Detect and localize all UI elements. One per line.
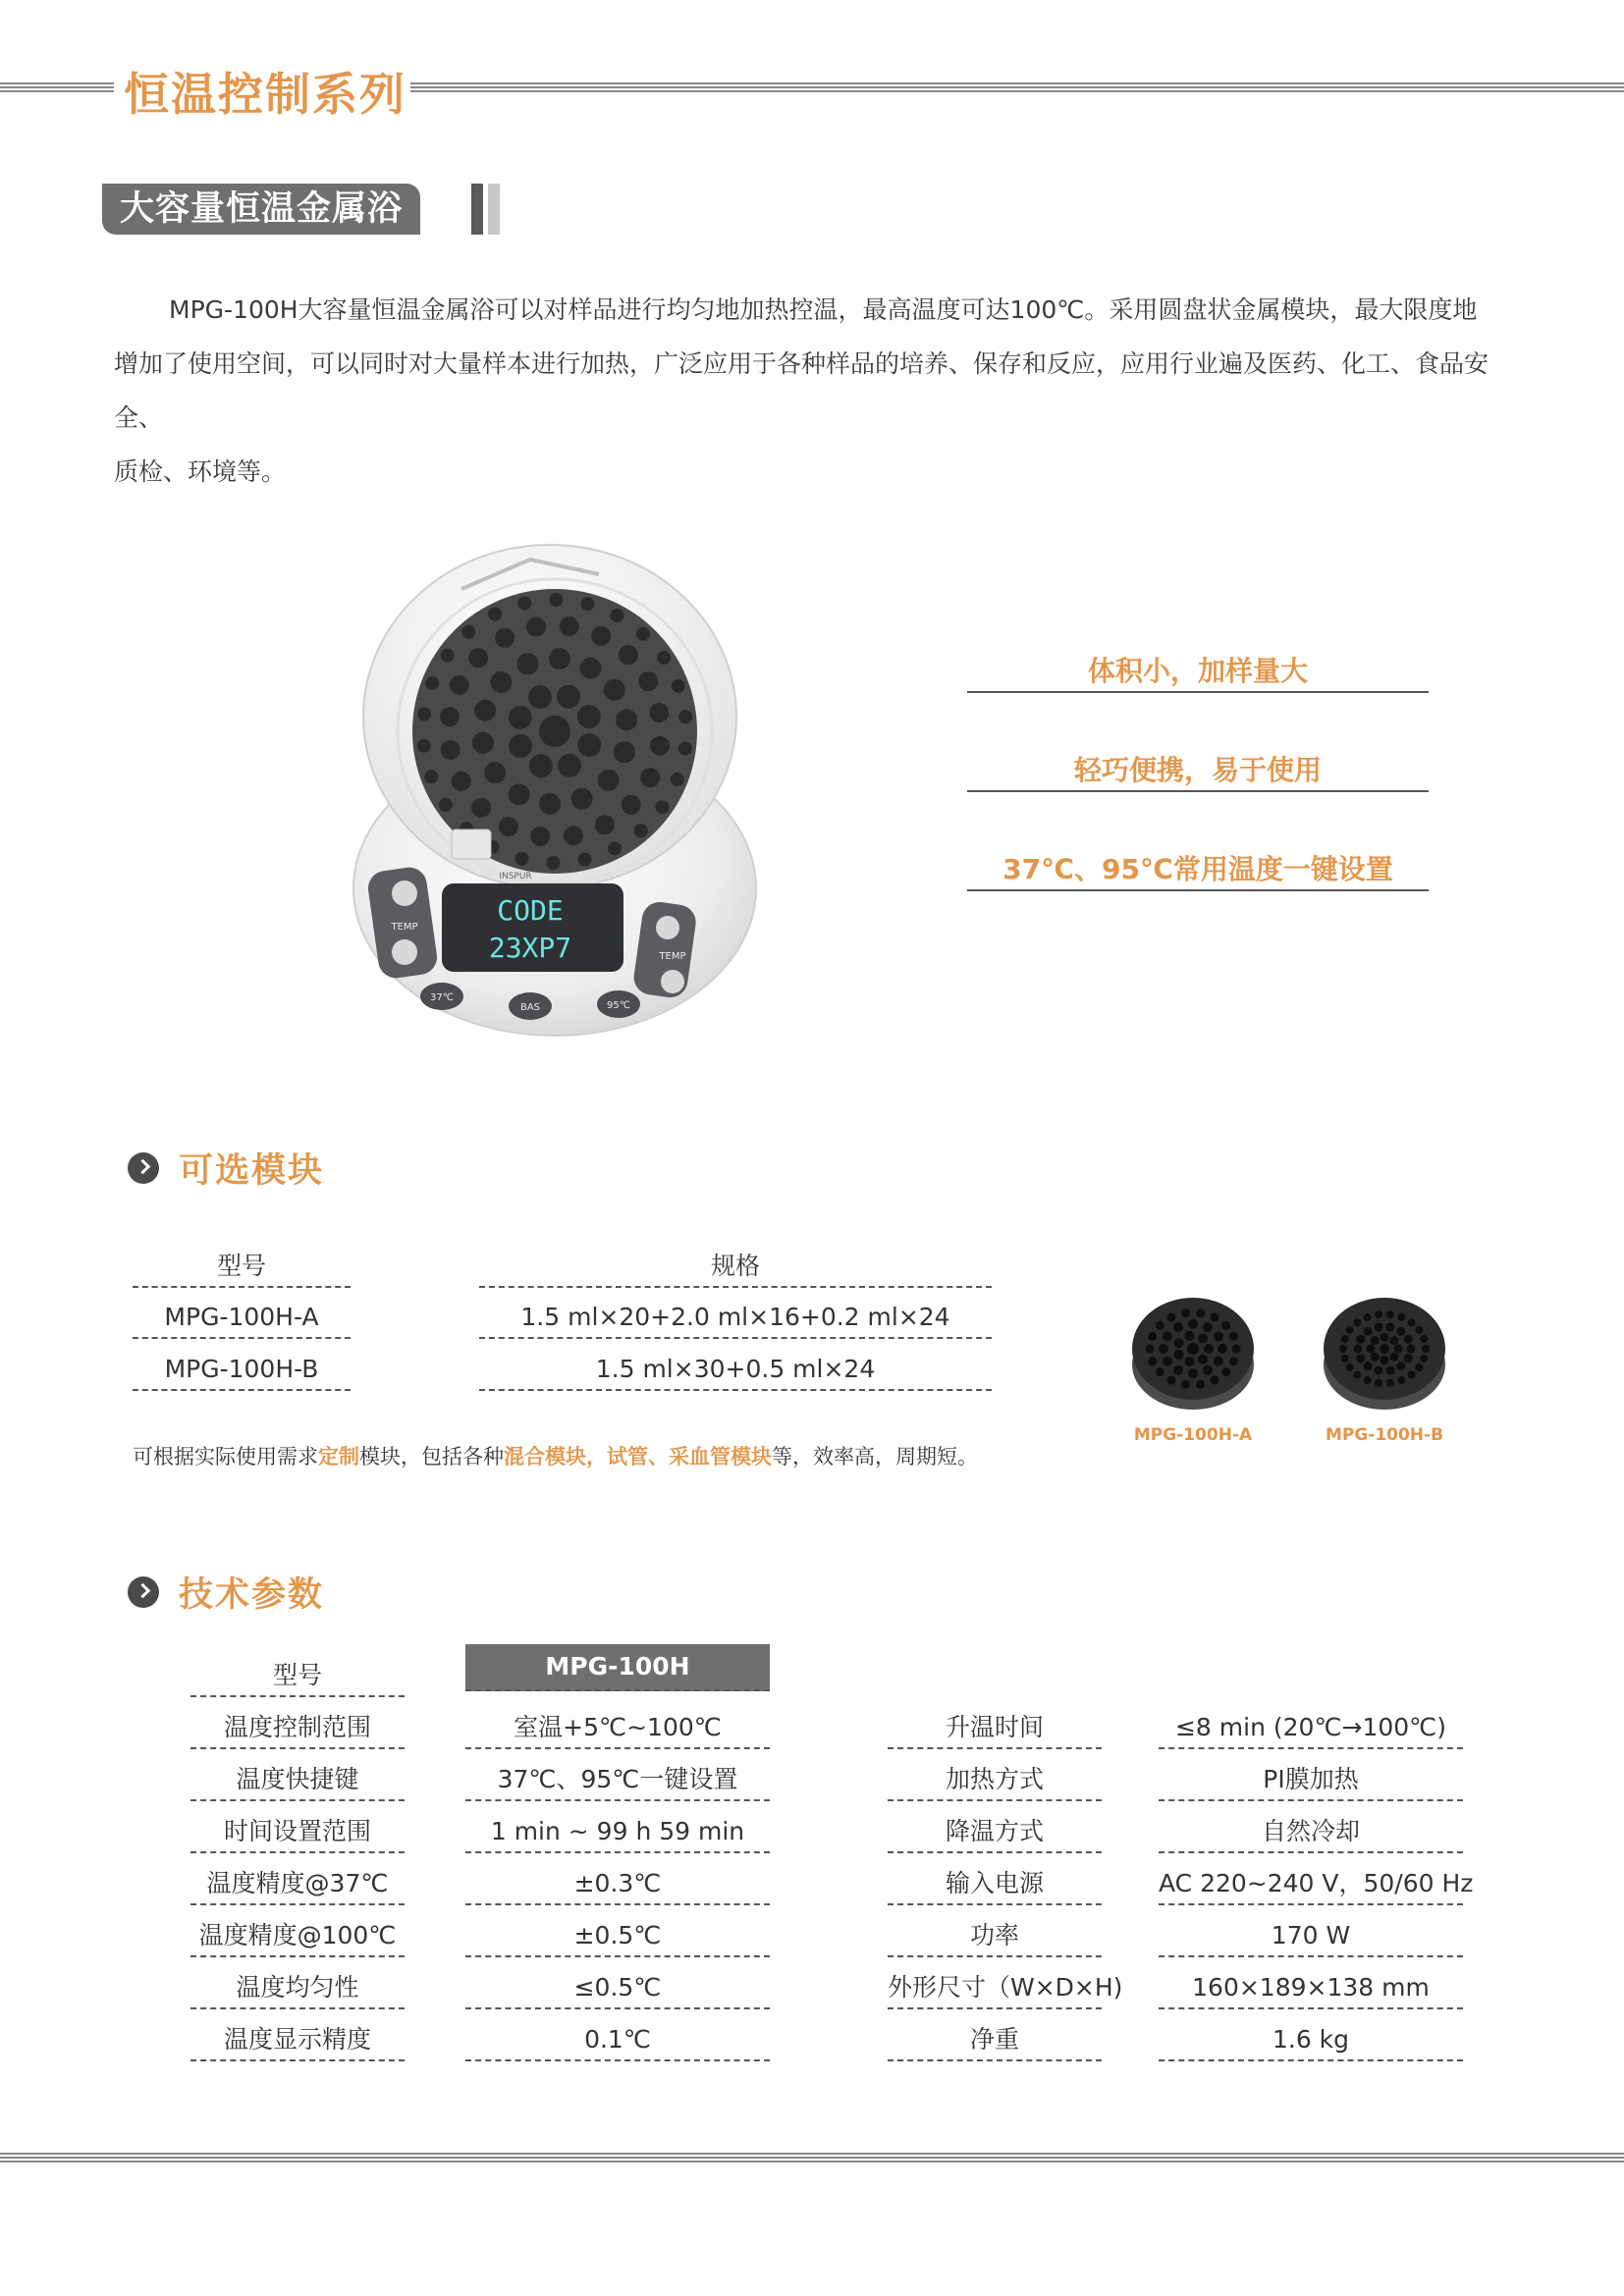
module-hole <box>1397 1313 1405 1321</box>
modules-note-b: 模块，包括各种 <box>359 1445 504 1468</box>
module-b-caption: MPG-100H-B <box>1325 1425 1444 1445</box>
module-hole <box>1396 1362 1405 1370</box>
module-hole <box>1173 1365 1183 1375</box>
tech-right-value-1: ≤8 min (20℃→100℃) <box>1159 1708 1463 1749</box>
block-hole <box>529 754 553 777</box>
block-hole <box>640 768 660 787</box>
module-hole <box>1371 1336 1380 1345</box>
block-hole <box>577 705 601 728</box>
module-hole <box>1173 1322 1183 1332</box>
block-hole <box>474 700 496 721</box>
module-hole <box>1167 1312 1176 1321</box>
block-hole <box>560 616 579 636</box>
modules-row-2-model: MPG-100H-B <box>133 1350 351 1391</box>
module-hole <box>1389 1353 1398 1362</box>
tech-left-label-7: 温度显示精度 <box>190 2020 405 2061</box>
block-hole <box>441 649 455 663</box>
intro-text <box>114 283 1528 499</box>
module-hole <box>1218 1344 1227 1354</box>
module-hole <box>1196 1308 1205 1317</box>
tech-left-value-6: ≤0.5℃ <box>465 1968 770 2009</box>
block-hole <box>608 841 622 855</box>
product-name-badge: 大容量恒温金属浴 <box>102 184 420 235</box>
panel-display-line1: CODE <box>497 894 564 927</box>
module-hole <box>1198 1355 1208 1364</box>
block-hole <box>579 658 601 679</box>
module-hole <box>1232 1345 1241 1354</box>
block-hole <box>417 739 431 753</box>
module-hole <box>1354 1345 1363 1354</box>
module-hole <box>1364 1376 1372 1384</box>
tech-right-value-7: 1.6 kg <box>1159 2020 1463 2061</box>
tech-model-value: MPG-100H <box>465 1644 770 1691</box>
header-rule-left <box>0 82 114 92</box>
tech-left-value-2: 37℃、95℃一键设置 <box>465 1760 770 1801</box>
module-hole <box>1396 1327 1405 1336</box>
block-hole <box>499 817 518 836</box>
module-hole <box>1420 1335 1428 1343</box>
feature-1: 体积小，加样量大 <box>967 650 1429 693</box>
block-hole <box>490 671 512 693</box>
modules-note-c: 等，效率高，周期短。 <box>772 1445 978 1468</box>
module-hole <box>1353 1318 1361 1326</box>
module-hole <box>1167 1376 1176 1385</box>
block-hole <box>678 742 692 756</box>
tech-right-value-3: 自然冷却 <box>1159 1812 1463 1853</box>
block-hole <box>424 770 438 783</box>
module-hole <box>1229 1357 1238 1365</box>
module-hole <box>1380 1356 1389 1364</box>
module-hole <box>1341 1335 1349 1343</box>
tech-left-label-5: 温度精度@100℃ <box>190 1916 405 1957</box>
module-hole <box>1420 1355 1428 1362</box>
module-hole <box>1394 1345 1403 1354</box>
panel-btn-95: 95℃ <box>607 1000 630 1011</box>
block-hole <box>517 597 531 611</box>
panel-brand: INSPUR <box>499 872 532 881</box>
block-hole <box>526 617 546 637</box>
module-hole <box>1198 1333 1208 1343</box>
module-hole <box>1346 1363 1354 1371</box>
block-hole <box>650 736 670 756</box>
module-hole <box>1187 1343 1199 1355</box>
module-hole <box>1163 1357 1172 1366</box>
module-hole <box>1184 1331 1194 1341</box>
module-hole <box>1188 1368 1198 1378</box>
tech-right-label-1: 升温时间 <box>888 1708 1102 1749</box>
block-hole <box>484 762 506 783</box>
block-hole <box>452 772 471 791</box>
module-hole <box>1221 1367 1230 1376</box>
module-hole <box>1229 1332 1238 1341</box>
modules-col-spec: 规格 <box>479 1247 992 1288</box>
block-hole <box>509 706 532 729</box>
module-hole <box>1386 1379 1394 1387</box>
tech-left-value-5: ±0.5℃ <box>465 1916 770 1957</box>
tech-right-label-7: 净重 <box>888 2020 1102 2061</box>
feature-2: 轻巧便携，易于使用 <box>967 749 1429 792</box>
modules-row-1-model: MPG-100H-A <box>133 1298 351 1339</box>
metal-bath-device-image <box>334 535 766 1045</box>
block-hole <box>614 741 635 763</box>
intro-line-1: MPG-100H大容量恒温金属浴可以对样品进行均匀地加热控温，最高温度可达100℃。采用圆盘状金属模块，最大限度地 <box>169 295 1478 324</box>
block-hole <box>509 734 532 758</box>
block-hole <box>450 675 469 695</box>
panel-btn-temp-left: TEMP <box>391 922 418 933</box>
block-hole <box>547 856 561 870</box>
module-hole <box>1146 1345 1155 1354</box>
series-title: 恒温控制系列 <box>124 68 406 121</box>
block-hole <box>441 740 460 760</box>
block-hole <box>622 795 641 815</box>
module-hole <box>1188 1319 1198 1329</box>
chevron-right-icon <box>128 1576 159 1608</box>
module-hole <box>1364 1313 1372 1321</box>
block-hole <box>557 685 580 709</box>
module-hole <box>1397 1376 1405 1384</box>
block-hole <box>672 679 685 693</box>
modules-row-2-spec: 1.5 ml×30+0.5 ml×24 <box>479 1350 992 1391</box>
block-hole <box>619 645 638 665</box>
block-hole <box>598 770 620 791</box>
block-hole <box>468 648 488 667</box>
modules-note-highlight-2: 混合模块，试管、采血管模块 <box>504 1445 772 1468</box>
block-hole <box>471 798 491 818</box>
block-hole <box>509 783 530 805</box>
module-hole <box>1386 1366 1395 1375</box>
module-hole <box>1408 1318 1416 1326</box>
badge-accent-dark <box>471 184 483 235</box>
block-hole <box>671 773 684 786</box>
block-hole <box>638 671 658 691</box>
block-hole <box>558 754 581 777</box>
block-hole <box>549 648 570 669</box>
block-hole <box>616 709 637 730</box>
block-hole <box>649 703 669 722</box>
module-hole <box>1422 1345 1430 1353</box>
block-hole <box>425 676 439 690</box>
block-hole <box>439 798 453 812</box>
optional-modules-title: 可选模块 <box>179 1151 325 1191</box>
module-hole <box>1156 1367 1164 1376</box>
module-hole <box>1203 1365 1213 1375</box>
module-hole <box>1196 1380 1205 1389</box>
tech-left-value-1: 室温+5℃~100℃ <box>465 1708 770 1749</box>
module-hole <box>1415 1326 1423 1334</box>
tech-right-value-4: AC 220~240 V，50/60 Hz <box>1159 1864 1463 1905</box>
module-hole <box>1346 1326 1354 1334</box>
module-hole <box>1374 1322 1382 1331</box>
block-hole <box>655 800 669 814</box>
module-b-image <box>1321 1288 1448 1415</box>
module-hole <box>1356 1335 1365 1344</box>
module-hole <box>1374 1366 1382 1375</box>
module-hole <box>1174 1350 1184 1360</box>
module-hole <box>1375 1310 1382 1318</box>
module-hole <box>1156 1321 1164 1330</box>
block-hole <box>636 627 650 641</box>
module-hole <box>1184 1357 1194 1366</box>
module-hole <box>1204 1344 1214 1354</box>
block-hole <box>539 716 570 747</box>
tech-right-label-5: 功率 <box>888 1916 1102 1957</box>
block-hole <box>488 608 502 621</box>
block-hole <box>417 707 431 721</box>
tech-left-value-4: ±0.3℃ <box>465 1864 770 1905</box>
tech-left-value-7: 0.1℃ <box>465 2020 770 2061</box>
block-hole <box>595 815 615 834</box>
block-hole <box>549 593 563 607</box>
module-hole <box>1364 1362 1373 1370</box>
module-hole <box>1181 1308 1190 1317</box>
tech-right-value-2: PI膜加热 <box>1159 1760 1463 1801</box>
badge-accent-light <box>488 184 500 235</box>
optional-modules-heading <box>128 1144 324 1193</box>
block-hole <box>564 826 583 845</box>
module-hole <box>1211 1312 1219 1321</box>
module-hole <box>1163 1331 1172 1341</box>
module-hole <box>1203 1322 1213 1332</box>
modules-col-model: 型号 <box>133 1247 351 1288</box>
panel-btn-37: 37℃ <box>430 992 454 1003</box>
module-hole <box>1371 1353 1380 1362</box>
module-hole <box>1353 1371 1361 1379</box>
tech-left-label-2: 温度快捷键 <box>190 1760 405 1801</box>
block-hole <box>539 793 561 815</box>
panel-btn-temp-right: TEMP <box>659 951 686 962</box>
tech-right-label-4: 输入电源 <box>888 1864 1102 1905</box>
modules-note-highlight-1: 定制 <box>318 1445 359 1468</box>
block-hole <box>678 710 692 723</box>
module-hole <box>1408 1371 1416 1379</box>
block-hole <box>577 733 601 757</box>
module-a-caption: MPG-100H-A <box>1133 1425 1253 1445</box>
block-hole <box>634 824 648 837</box>
block-hole <box>580 597 594 611</box>
module-hole <box>1386 1310 1394 1318</box>
module-hole <box>1159 1344 1168 1354</box>
intro-line-3: 质检、环境等。 <box>114 457 287 486</box>
modules-row-1-spec: 1.5 ml×20+2.0 ml×16+0.2 ml×24 <box>479 1298 992 1339</box>
tech-left-label-3: 时间设置范围 <box>190 1812 405 1853</box>
module-hole <box>1221 1321 1230 1330</box>
tech-left-label-6: 温度均匀性 <box>190 1968 405 2009</box>
module-hole <box>1148 1332 1157 1341</box>
block-hole <box>461 625 475 639</box>
block-hole <box>657 651 671 665</box>
block-hole <box>571 788 593 810</box>
module-hole <box>1341 1355 1349 1362</box>
block-hole <box>591 626 611 646</box>
tech-params-heading <box>128 1568 324 1617</box>
block-hole <box>530 827 550 846</box>
tech-right-label-2: 加热方式 <box>888 1760 1102 1801</box>
module-hole <box>1404 1335 1413 1344</box>
module-hole <box>1181 1380 1190 1389</box>
block-hole <box>495 628 514 648</box>
header-rule-right <box>410 82 1624 92</box>
chevron-right-icon <box>128 1152 159 1184</box>
module-hole <box>1407 1345 1416 1354</box>
module-hole <box>1380 1344 1389 1354</box>
block-hole <box>611 609 624 622</box>
tech-right-value-5: 170 W <box>1159 1916 1463 1957</box>
block-hole <box>528 685 552 709</box>
module-hole <box>1214 1331 1223 1341</box>
panel-display-line2: 23XP7 <box>488 932 572 964</box>
tech-model-label: 型号 <box>190 1656 405 1697</box>
module-hole <box>1339 1345 1347 1353</box>
module-hole <box>1389 1336 1398 1345</box>
module-hole <box>1386 1322 1395 1331</box>
module-hole <box>1148 1357 1157 1365</box>
module-hole <box>1415 1363 1423 1371</box>
tech-left-value-3: 1 min ~ 99 h 59 min <box>465 1812 770 1853</box>
module-hole <box>1356 1354 1365 1362</box>
tech-params-title: 技术参数 <box>179 1575 325 1615</box>
block-hole <box>440 707 460 726</box>
module-hole <box>1375 1379 1382 1387</box>
module-hole <box>1367 1345 1376 1354</box>
tech-left-label-1: 温度控制范围 <box>190 1708 405 1749</box>
tech-left-label-4: 温度精度@37℃ <box>190 1864 405 1905</box>
panel-btn-mid: BAS <box>519 1002 541 1013</box>
module-hole <box>1214 1357 1223 1366</box>
module-hole <box>1211 1376 1219 1385</box>
intro-line-2: 增加了使用空间，可以同时对大量样本进行加热，广泛应用于各种样品的培养、保存和反应，应用行业遍及医药、化工、食品安全、 <box>114 349 1489 432</box>
tech-right-label-6: 外形尺寸（W×D×H) <box>888 1968 1102 2009</box>
modules-note <box>133 1441 978 1470</box>
modules-note-a: 可根据实际使用需求 <box>133 1445 318 1468</box>
footer-rule <box>0 2153 1624 2163</box>
tech-right-value-6: 160×189×138 mm <box>1159 1968 1463 2009</box>
module-hole <box>1380 1333 1389 1342</box>
feature-3: 37℃、95℃常用温度一键设置 <box>967 848 1429 891</box>
module-hole <box>1174 1338 1184 1348</box>
module-a-image <box>1129 1288 1257 1415</box>
block-hole <box>515 852 529 866</box>
block-hole <box>516 653 538 674</box>
block-hole <box>472 732 494 754</box>
module-hole <box>1404 1354 1413 1362</box>
module-hole <box>1364 1327 1373 1336</box>
tech-right-label-3: 降温方式 <box>888 1812 1102 1853</box>
block-hole <box>578 852 592 866</box>
block-hole <box>604 679 625 701</box>
